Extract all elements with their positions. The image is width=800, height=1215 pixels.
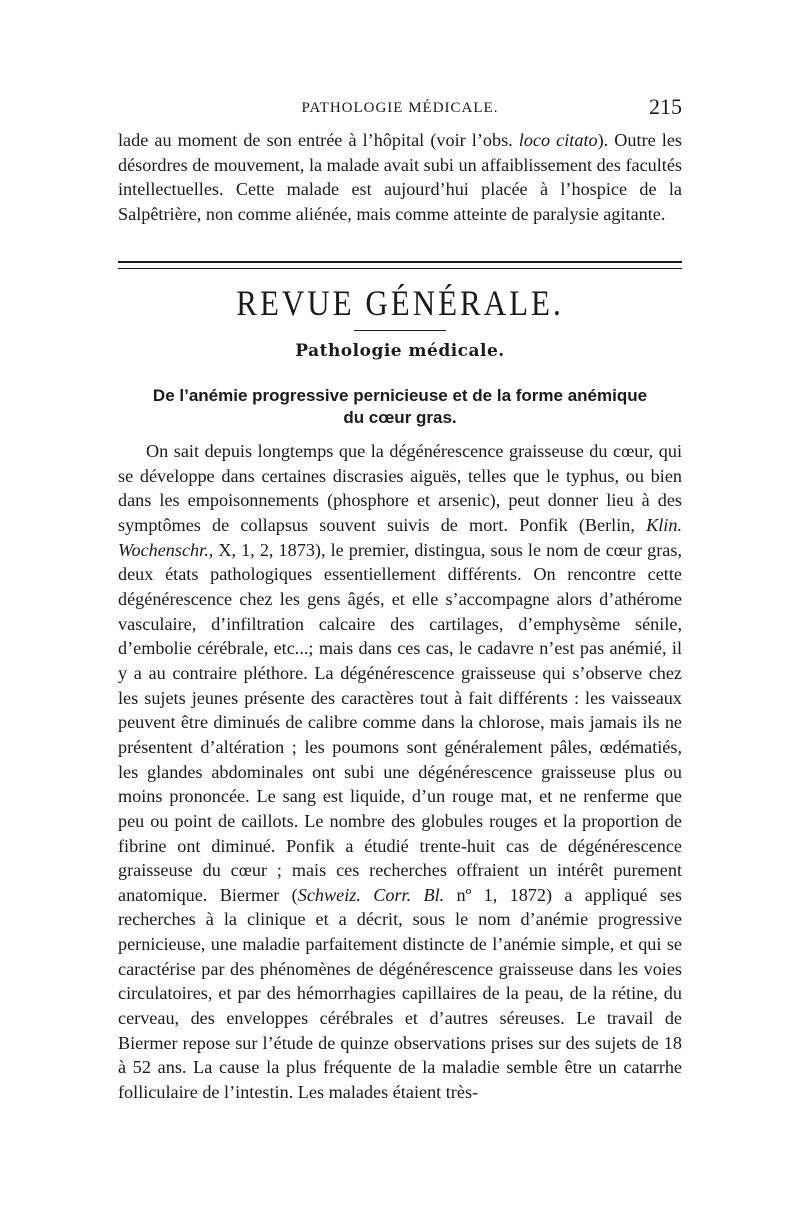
subsection-heading: Pathologie médicale.: [295, 341, 505, 361]
article-title-line-2: du cœur gras.: [343, 408, 457, 427]
intro-paragraph: [118, 128, 682, 227]
journal-citation-1: Klin. Wochenschr.: [118, 514, 682, 560]
body-text-part-3: nº 1, 1872) a appliqué ses recherches à la clinique et a décrit, sous le nom d’anémie progressive pernicieuse, une maladie parfaitement distincte de l’anémie simple, et qui se caractérise par des phénomènes de dégénérescence graisseuse dans les voies circulatoires, et par des hémorrhagies capillaires de la peau, de la rétine, du cerveau, des enveloppes cérébrales et d’autres séreuses. Le travail de Biermer repose sur l’étude de quinze observations prises sur des sujets de 18 à 52 ans. La cause la plus fréquente de la maladie semble être un catarrhe folliculaire de l’intestin. Les malades étaient très-: [118, 884, 682, 1103]
article-title-line-1: De l’anémie progressive pernicieuse et de la forme anémique: [152, 386, 648, 405]
intro-citation: loco citato: [518, 130, 598, 150]
body-text-part-2: , X, 1, 2, 1873), le premier, distingua, sous le nom de cœur gras, deux états pathologiques essentiellement différents. On rencontre cette dégénérescence chez les gens âgés, et elle s’accompagne alors d’athérome vasculaire, d’infiltration calcaire des cartilages, d’emphysème sénile, d’embolie cérébrale, etc...; mais dans ces cas, le cadavre n’est pas anémié, il y a au contraire pléthore. La dégénérescence graisseuse qui s’observe chez les sujets jeunes présente des caractères tout à fait différents : les vaisseaux peuvent être diminués de calibre comme dans la chlorose, mais jamais ils ne présentent d’altération ; les poumons sont généralement pâles, œdématiés, les glandes abdominales ont subi une dégénérescence graisseuse plus ou moins prononcée. Le sang est liquide, d’un rouge mat, et ne renferme que peu ou point de caillots. Le nombre des globules rouges et la proportion de fibrine ont diminué. Ponfik a étudié trente-huit cas de dégénérescence graisseuse du cœur ; mais ces recherches offraient un intérêt purement anatomique. Biermer (: [118, 539, 682, 905]
intro-text-end: ). Outre les désordres de mouvement, la malade avait subi un affaiblissement des facultés intellectuelles. Cette malade est aujourd’hui placée à l’hospice de la Salpêtrière, non comme aliénée, mais comme atteinte de paralysie agitante.: [118, 130, 683, 224]
page-number: 215: [649, 94, 682, 119]
section-divider: [118, 261, 682, 269]
title-underline: [354, 330, 446, 331]
body-text-part-1: On sait depuis longtemps que la dégénérescence graisseuse du cœur, qui se développe dans certaines discrasies aiguës, telles que le typhus, ou bien dans les empoisonnements (phosphore et arsenic), peut donner lieu à des symptômes de collapsus souvent suivis de mort. Ponfik (Berlin,: [118, 441, 682, 535]
article-body: [118, 439, 682, 1105]
running-title: PATHOLOGIE MÉDICALE.: [301, 100, 499, 116]
article-title: [118, 385, 682, 429]
journal-citation-2: Schweiz. Corr. Bl.: [297, 884, 445, 905]
section-title: REVUE GÉNÉRALE.: [236, 283, 564, 324]
intro-text: lade au moment de son entrée à l’hôpital (voir l’obs.: [118, 130, 519, 150]
running-head: [118, 94, 682, 122]
